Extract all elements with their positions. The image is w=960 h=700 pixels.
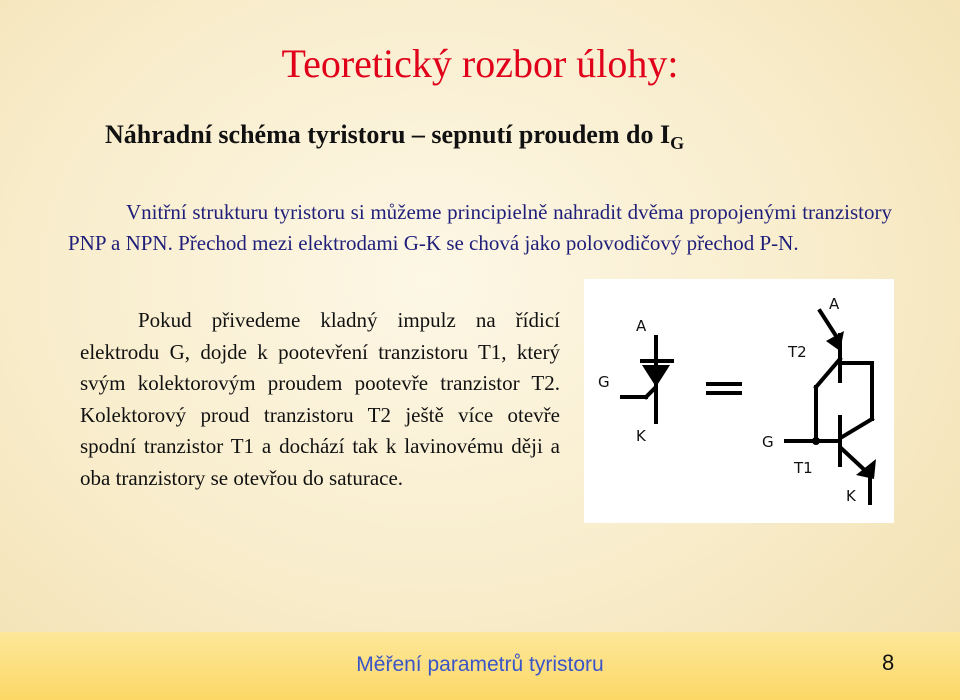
page-number: 8	[882, 650, 895, 675]
t2-emitter	[820, 311, 838, 339]
thyristor-label-gate: G	[598, 373, 610, 391]
thyristor-diode-triangle	[642, 365, 670, 387]
thyristor-label-anode: A	[636, 317, 647, 335]
equiv-label-t2: T2	[788, 343, 807, 361]
gate-stub	[646, 388, 655, 397]
equiv-label-anode: A	[829, 295, 840, 313]
footer-text: Měření parametrů tyristoru	[356, 653, 604, 676]
intro-paragraph: Vnitřní strukturu tyristoru si můžeme principielně nahradit dvěma propojenými tranzistory PNP a NPN. Přechod mezi elektrodami G-K se chová jako polovodičový přechod P-N.	[68, 200, 892, 255]
t2-collector	[816, 359, 840, 387]
slide-title: Teoretický rozbor úlohy:	[281, 41, 679, 86]
slide-subtitle	[105, 120, 684, 154]
diagram-svg	[584, 279, 894, 523]
subtitle-main: Náhradní schéma tyristoru – sepnutí proudem do I	[105, 120, 671, 149]
thyristor-equivalent-diagram	[584, 279, 894, 523]
t1-arrow-icon	[856, 459, 876, 479]
equiv-label-gate: G	[762, 433, 774, 451]
subtitle-subscript: G	[670, 133, 685, 153]
t1-collector	[842, 419, 872, 437]
body-paragraph: Pokud přivedeme kladný impulz na řídicí elektrodu G, dojde k pootevření tranzistoru T1, který svým kolektorovým proudem pootevře tranzistor T2. Kolektorový proud tranzistoru T2 ještě více otevře spodní tranzistor T1 a dochází tak k lavinovému ději a oba tranzistory se otevřou do saturace.	[80, 308, 560, 490]
equiv-label-t1: T1	[794, 459, 813, 477]
junction-dot	[812, 437, 820, 445]
equiv-label-cathode: K	[846, 487, 856, 505]
thyristor-label-cathode: K	[636, 427, 646, 445]
